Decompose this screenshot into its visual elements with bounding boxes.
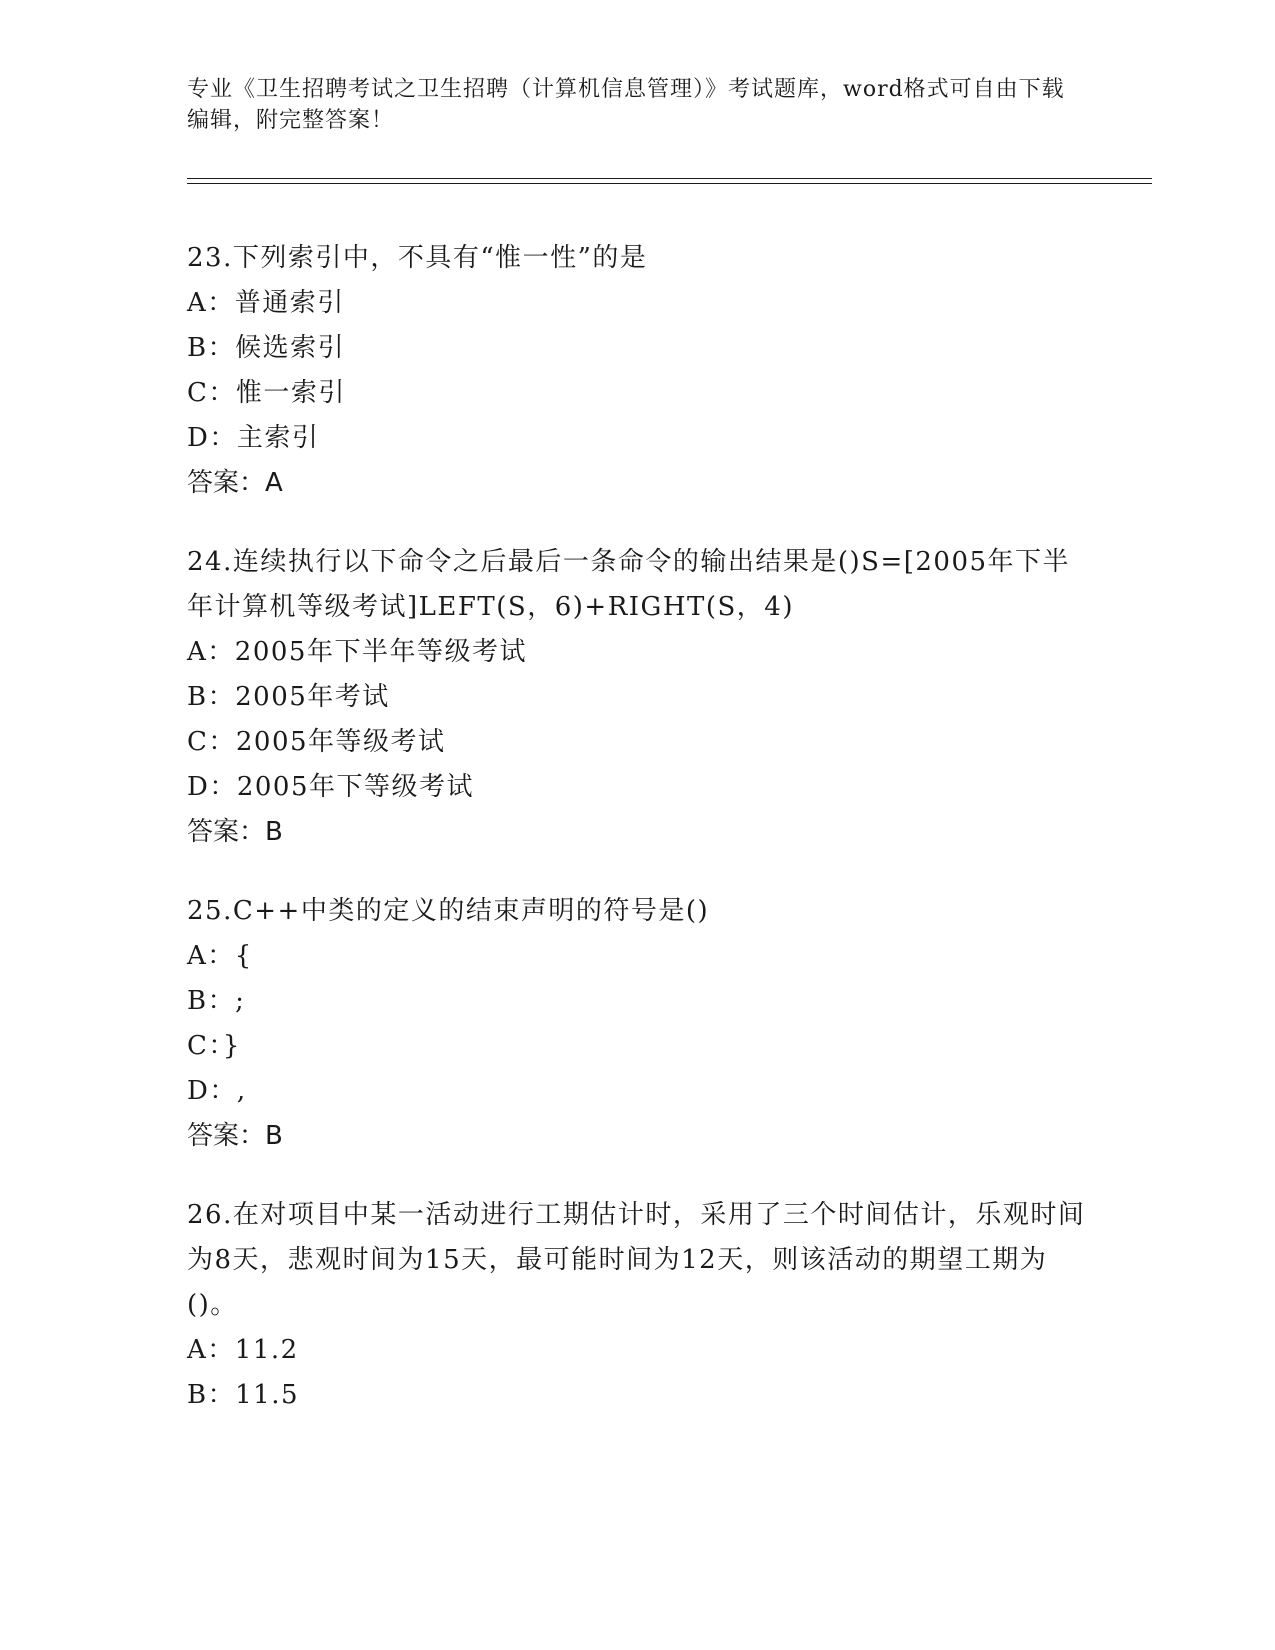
question-26 — [187, 1193, 1087, 1418]
option-b: B：; — [187, 986, 246, 1016]
header-divider-top — [187, 178, 1152, 179]
question-stem: 25.C++中类的定义的结束声明的符号是() — [187, 896, 710, 926]
header-divider-bottom — [187, 183, 1152, 184]
question-stem: 23.下列索引中，不具有“惟一性”的是 — [187, 243, 648, 273]
option-a: A：{ — [187, 941, 253, 971]
question-stem: 26.在对项目中某一活动进行工期估计时，采用了三个时间估计，乐观时间为8天，悲观时间为15天，最可能时间为12天，则该活动的期望工期为()。 — [187, 1200, 1086, 1320]
option-a: A：普通索引 — [187, 288, 345, 318]
document-header: 专业《卫生招聘考试之卫生招聘（计算机信息管理）》考试题库，word格式可自由下载编辑，附完整答案！ — [187, 77, 1065, 133]
question-stem: 24.连续执行以下命令之后最后一条命令的输出结果是()S=[2005年下半年计算机等级考试]LEFT(S，6)+RIGHT(S，4) — [187, 547, 1071, 622]
option-d: D：, — [187, 1076, 247, 1106]
option-a: A：2005年下半年等级考试 — [187, 637, 527, 667]
option-c: C：惟一索引 — [187, 378, 346, 408]
option-c: C：2005年等级考试 — [187, 727, 446, 757]
option-b: B：11.5 — [187, 1380, 299, 1410]
option-b: B：候选索引 — [187, 333, 346, 363]
answer-line: 答案：A — [187, 468, 283, 498]
question-23 — [187, 236, 1087, 506]
option-d: D：2005年下等级考试 — [187, 772, 475, 802]
answer-line: 答案：B — [187, 817, 283, 847]
option-c: C：} — [187, 1031, 241, 1061]
option-a: A：11.2 — [187, 1335, 299, 1365]
option-b: B：2005年考试 — [187, 682, 390, 712]
question-list — [187, 236, 1087, 1452]
question-24 — [187, 540, 1087, 855]
question-25 — [187, 889, 1087, 1159]
answer-line: 答案：B — [187, 1121, 283, 1151]
option-d: D：主索引 — [187, 423, 320, 453]
